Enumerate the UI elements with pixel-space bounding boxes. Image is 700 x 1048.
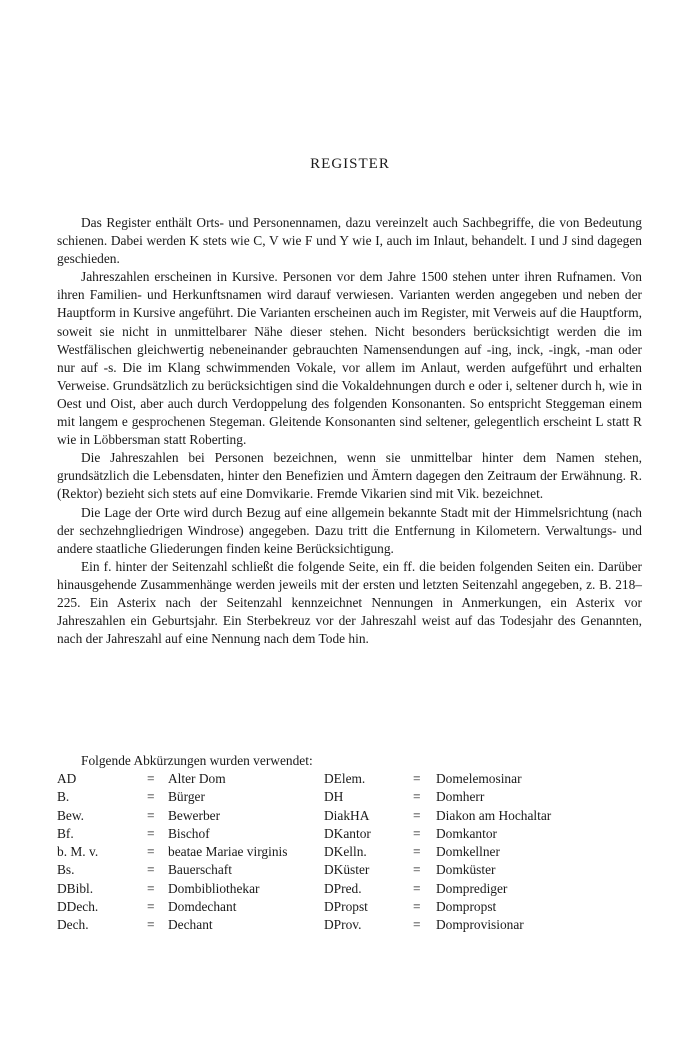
- abbreviation: DH: [324, 789, 344, 805]
- abbreviation-meaning: beatae Mariae virginis: [168, 844, 288, 860]
- abbreviation-meaning: Domherr: [436, 789, 485, 805]
- abbreviations-list: [57, 770, 657, 935]
- equals-sign: =: [147, 807, 155, 823]
- equals-sign: =: [147, 825, 155, 841]
- equals-sign: =: [413, 789, 421, 805]
- abbreviation: DPred.: [324, 880, 362, 896]
- abbreviation-meaning: Diakon am Hochaltar: [436, 807, 552, 823]
- abbreviations-intro: Folgende Abkürzungen wurden verwendet:: [81, 753, 313, 768]
- abbreviation-row: [57, 788, 657, 806]
- equals-sign: =: [413, 862, 421, 878]
- abbreviation-meaning: Domdechant: [168, 899, 237, 915]
- equals-sign: =: [413, 880, 421, 896]
- equals-sign: =: [147, 862, 155, 878]
- equals-sign: =: [413, 807, 421, 823]
- abbreviation: Bs.: [57, 862, 75, 878]
- paragraph-dates: Die Jahreszahlen bei Personen bezeichnen, wenn sie unmittelbar hinter dem Namen stehen, grundsätzlich die Lebensdaten, hinter den Benefizien und Ämtern dagegen den Zeitraum der Erwähnung. R. (Rektor) bezieht sich stets auf eine Domvikarie. Fremde Vikarien sind mit Vik. bezeichnet.: [57, 450, 642, 502]
- abbreviation-row: [57, 825, 657, 843]
- abbreviation-meaning: Dechant: [168, 917, 213, 933]
- equals-sign: =: [413, 771, 421, 786]
- abbreviation: DKelln.: [324, 844, 367, 860]
- abbreviation: DElem.: [324, 771, 366, 786]
- abbreviation: DBibl.: [57, 880, 94, 896]
- equals-sign: =: [147, 917, 155, 933]
- abbreviation-row: [57, 807, 657, 825]
- abbreviation-meaning: Dombibliothekar: [168, 880, 260, 896]
- abbreviation: b. M. v.: [57, 844, 99, 860]
- abbreviation: Dech.: [57, 917, 89, 933]
- equals-sign: =: [147, 844, 155, 860]
- equals-sign: =: [413, 899, 421, 915]
- abbreviation-row: [57, 898, 657, 916]
- abbreviation-meaning: Domprovisionar: [436, 917, 524, 933]
- abbreviation: DKantor: [324, 825, 371, 841]
- abbreviation-meaning: Domprediger: [436, 880, 508, 896]
- abbreviation-row: [57, 916, 657, 934]
- abbreviation-meaning: Bewerber: [168, 807, 221, 823]
- abbreviation-meaning: Domelemosinar: [436, 771, 522, 786]
- abbreviation-meaning: Domkellner: [436, 844, 500, 860]
- abbreviation-meaning: Dompropst: [436, 899, 497, 915]
- abbreviation-row: [57, 861, 657, 879]
- paragraph-locations: Die Lage der Orte wird durch Bezug auf eine allgemein bekannte Stadt mit der Himmelsrichtung (nach der sechzehngliedrigen Windrose) angegeben. Dazu tritt die Entfernung in Kilometern. Verwaltungs- und andere staatliche Gliederungen finden keine Berücksichtigung.: [57, 504, 642, 556]
- abbreviation: DProv.: [324, 917, 362, 933]
- equals-sign: =: [147, 771, 155, 786]
- abbreviation-row: [57, 843, 657, 861]
- abbreviation: B.: [57, 789, 70, 805]
- abbreviation: AD: [57, 771, 77, 786]
- abbreviation: DiakHA: [324, 807, 370, 823]
- equals-sign: =: [147, 880, 155, 896]
- abbreviation: Bew.: [57, 807, 85, 823]
- equals-sign: =: [147, 789, 155, 805]
- abbreviation-meaning: Bauerschaft: [168, 862, 232, 878]
- register-introduction: [57, 214, 642, 648]
- abbreviation: DPropst: [324, 899, 368, 915]
- abbreviation-meaning: Bürger: [168, 789, 205, 805]
- abbreviation-meaning: Domkantor: [436, 825, 497, 841]
- equals-sign: =: [413, 917, 421, 933]
- abbreviation-row: [57, 880, 657, 898]
- paragraph-names-and-variants: Jahreszahlen erscheinen in Kursive. Personen vor dem Jahre 1500 stehen unter ihren Rufnamen. Von ihren Familien- und Herkunftsnamen wird darauf verwiesen. Varianten werden angegeben und neben der Hauptform in Kursive angeführt. Die Varianten erscheinen auch im Register, mit Verweis auf die Hauptform, soweit sie nicht in unmittelbarer Nähe dieser stehen. Nicht besonders berücksichtigt werden die im Westfälischen gleichwertig nebeneinander gebrauchten Namensendungen auf -ing, inck, -ingk, -man oder nur auf -s. Die im Klang schwimmenden Vokale, vor allem im Anlaut, werden aufgeführt und erhalten Verweise. Grundsätzlich zu berücksichtigen sind die Vokaldehnungen durch e oder i, seltener durch h, wie in Oest und Oist, aber auch durch Verdoppelung des folgenden Konsonanten. So entspricht Steggeman einem mit langem e gesprochenen Stegeman. Gleitende Konsonanten sind seltener, gelegentlich erscheint L statt R wie in Löbbersman statt Roberting.: [57, 269, 642, 448]
- paragraph-sorting-rules: Das Register enthält Orts- und Personennamen, dazu vereinzelt auch Sachbegriffe, die von Bedeutung schienen. Dabei werden K stets wie C, V wie F und Y wie I, auch im Inlaut, behandelt. I und J sind dagegen geschieden.: [57, 215, 642, 267]
- page-title: REGISTER: [310, 156, 390, 172]
- equals-sign: =: [147, 899, 155, 915]
- abbreviation: Bf.: [57, 825, 74, 841]
- abbreviation: DKüster: [324, 862, 370, 878]
- abbreviation: DDech.: [57, 899, 99, 915]
- abbreviation-meaning: Domküster: [436, 862, 496, 878]
- abbreviation-meaning: Alter Dom: [168, 771, 226, 786]
- paragraph-page-references: Ein f. hinter der Seitenzahl schließt die folgende Seite, ein ff. die beiden folgenden Seiten ein. Darüber hinausgehende Zusammenhänge werden jeweils mit der ersten und letzten Seitenzahl angegeben, z. B. 218–225. Ein Asterix nach der Seitenzahl kennzeichnet Nennungen in Anmerkungen, ein Asterix vor Jahreszahlen ein Geburtsjahr. Ein Sterbekreuz vor der Jahreszahl weist auf das Todesjahr des Genannten, nach der Jahreszahl auf eine Nennung nach dem Tode hin.: [57, 558, 642, 647]
- abbreviation-meaning: Bischof: [168, 825, 210, 841]
- equals-sign: =: [413, 844, 421, 860]
- abbreviation-row: [57, 770, 657, 788]
- equals-sign: =: [413, 825, 421, 841]
